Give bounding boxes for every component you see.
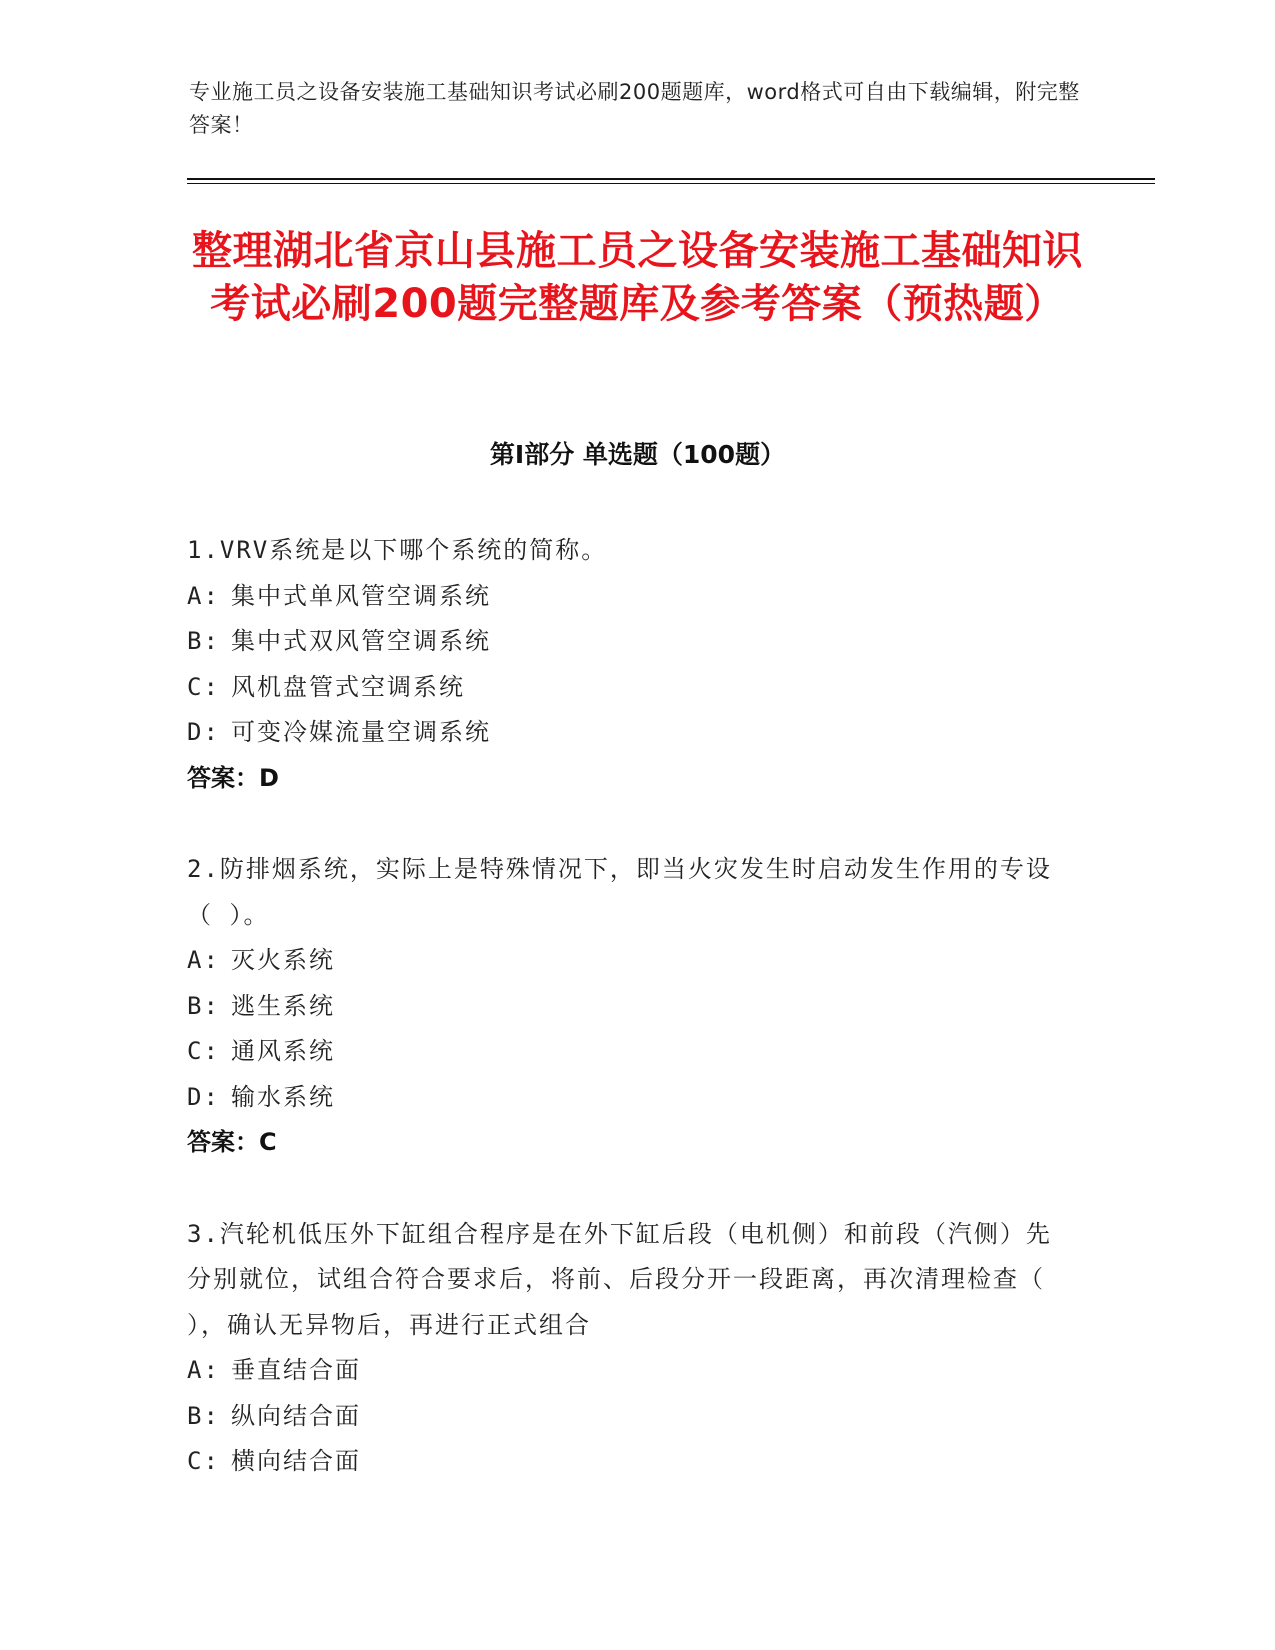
- option-label: C:: [187, 1447, 220, 1475]
- option-text: 纵向结合面: [231, 1401, 361, 1430]
- option-c: [187, 665, 1077, 711]
- option-b: [187, 1394, 1077, 1440]
- document-title: 整理湖北省京山县施工员之设备安装施工基础知识考试必刷200题完整题库及参考答案（预热题）: [192, 228, 1083, 327]
- option-a: [187, 938, 1077, 984]
- option-a: [187, 574, 1077, 620]
- option-c: [187, 1439, 1077, 1485]
- option-label: B:: [187, 627, 220, 655]
- option-label: D:: [187, 718, 220, 746]
- option-text: 灭火系统: [231, 946, 335, 974]
- option-label: A:: [187, 946, 220, 974]
- option-a: [187, 1348, 1077, 1394]
- header-rule-thin: [187, 183, 1155, 184]
- question-stem: 1.VRV系统是以下哪个系统的简称。: [187, 536, 608, 564]
- option-label: A:: [187, 581, 220, 610]
- option-text: 横向结合面: [231, 1447, 361, 1475]
- option-text: 可变冷媒流量空调系统: [231, 718, 491, 746]
- answer-text: 答案：C: [187, 1128, 277, 1156]
- option-text: 垂直结合面: [231, 1356, 361, 1384]
- option-text: 集中式双风管空调系统: [231, 627, 491, 655]
- question-stem: 3.汽轮机低压外下缸组合程序是在外下缸后段（电机侧）和前段（汽侧）先分别就位，试组合符合要求后，将前、后段分开一段距离，再次清理检查（ ），确认无异物后，再进行正式组合: [187, 1219, 1052, 1339]
- option-d: [187, 1075, 1077, 1121]
- question-1: [187, 528, 1077, 801]
- option-label: C:: [187, 1037, 220, 1065]
- option-text: 逃生系统: [231, 991, 335, 1020]
- option-d: [187, 710, 1077, 756]
- option-text: 输水系统: [231, 1082, 335, 1111]
- header-rule-thick: [187, 178, 1155, 180]
- option-label: D:: [187, 1082, 220, 1111]
- option-c: [187, 1029, 1077, 1075]
- question-stem: 2.防排烟系统，实际上是特殊情况下，即当火灾发生时启动发生作用的专设（ ）。: [187, 855, 1052, 929]
- option-label: A:: [187, 1356, 220, 1384]
- option-label: B:: [187, 991, 220, 1020]
- option-b: [187, 619, 1077, 665]
- question-list: [187, 528, 1077, 1531]
- header-note: 专业施工员之设备安装施工基础知识考试必刷200题题库，word格式可自由下载编辑，附完整答案！: [189, 80, 1080, 137]
- question-3: [187, 1212, 1077, 1485]
- option-label: B:: [187, 1401, 220, 1430]
- option-text: 风机盘管式空调系统: [231, 672, 465, 701]
- option-label: C:: [187, 672, 220, 701]
- option-b: [187, 984, 1077, 1030]
- option-text: 通风系统: [231, 1037, 335, 1065]
- answer-text: 答案：D: [187, 763, 279, 792]
- section-title: 第Ⅰ部分 单选题（100题）: [489, 440, 786, 469]
- option-text: 集中式单风管空调系统: [231, 581, 491, 610]
- question-2: [187, 847, 1077, 1166]
